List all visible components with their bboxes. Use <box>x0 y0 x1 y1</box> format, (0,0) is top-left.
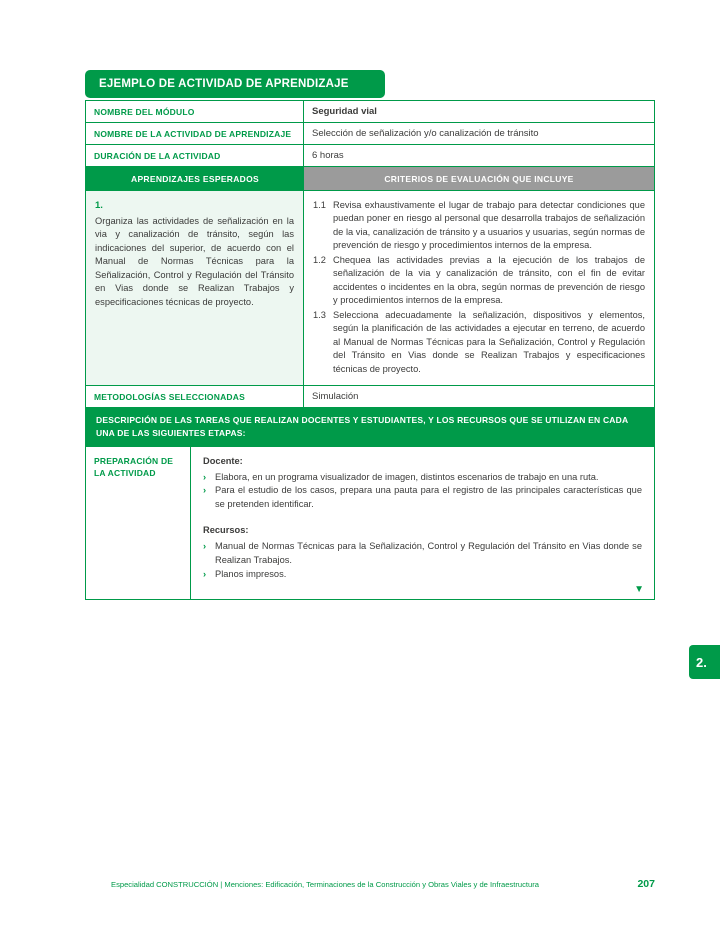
duration-value: 6 horas <box>312 150 344 161</box>
activity-title-bar <box>85 70 385 98</box>
section-tab <box>689 645 720 679</box>
criteria-cell <box>304 191 654 385</box>
duration-label: DURACIÓN DE LA ACTIVIDAD <box>86 145 304 166</box>
bullet-icon: › <box>203 485 207 496</box>
recursos-item-text: Manual de Normas Técnicas para la Señalización, Control y Regulación del Tránsito en Vias donde se Realizan Trabajos. <box>215 541 642 566</box>
criterion-number: 1.1 <box>313 200 326 210</box>
page-number: 207 <box>637 878 655 890</box>
criterion-item <box>313 199 645 253</box>
list-item <box>203 484 642 512</box>
docente-heading: Docente: <box>203 455 243 466</box>
bullet-icon: › <box>203 541 207 552</box>
expected-learning-header: APRENDIZAJES ESPERADOS <box>86 167 304 190</box>
table-row-duration <box>86 145 654 167</box>
table-row-activity-name <box>86 123 654 145</box>
learning-number: 1. <box>95 200 103 211</box>
column-headers <box>86 167 654 191</box>
criterion-text: Revisa exhaustivamente el lugar de trabajo para detectar condiciones que puedan poner en riesgo al personal que desarrolla trabajos de señalización de la via, canalización de tránsito y a usuarios y usuarias, según normas de prevención de riesgo y procedimientos internos de la empresa. <box>333 200 645 251</box>
module-value: Seguridad vial <box>312 106 377 117</box>
activity-name-value: Selección de señalización y/o canalización de tránsito <box>312 128 539 139</box>
methodology-label: METODOLOGÍAS SELECCIONADAS <box>86 386 304 407</box>
footer-text: Especialidad CONSTRUCCIÓN | Menciones: Edificación, Terminaciones de la Construcción y Obras Viales y de Infraestructura <box>111 880 539 889</box>
list-item <box>203 471 642 485</box>
recursos-item-text: Planos impresos. <box>215 569 287 580</box>
criterion-text: Chequea las actividades previas a la ejecución de los trabajos de señalización de la via y canalización de tránsito, con el fin de evitar accidentes o incidentes en la obra, según normas de prevención de riesgo y procedimientos internos de la empresa. <box>333 254 645 306</box>
criterion-number: 1.3 <box>313 309 326 320</box>
module-label: NOMBRE DEL MÓDULO <box>86 101 304 122</box>
stage-label: PREPARACIÓN DE LA ACTIVIDAD <box>86 447 191 599</box>
spacer <box>203 512 642 524</box>
bullet-icon: › <box>203 471 207 482</box>
docente-item-text: Para el estudio de los casos, prepara una pauta para el registro de las principales características que se pretenden identificar. <box>215 485 642 510</box>
table-row-module <box>86 101 654 123</box>
page-footer <box>85 878 655 890</box>
criterion-text: Selecciona adecuadamente la señalización, dispositivos y elementos, según la planificación de las actividades a ejecutar en terreno, de acuerdo al Manual de Normas Técnicas para la Señalización, Control y Regulación del Tránsito en Vias donde se Realizan Trabajos y especificaciones técnicas de proyecto. <box>333 309 645 374</box>
expand-arrow-icon: ▼ <box>634 583 644 595</box>
list-item <box>203 540 642 568</box>
criterion-item <box>313 254 645 308</box>
preparation-stage-row <box>86 447 654 599</box>
expected-learning-cell <box>86 191 304 385</box>
activity-table <box>85 100 655 600</box>
activity-name-label: NOMBRE DE LA ACTIVIDAD DE APRENDIZAJE <box>86 123 304 144</box>
list-item <box>203 568 642 582</box>
learning-criteria-row <box>86 191 654 386</box>
section-tab-label: 2. <box>696 654 707 670</box>
criterion-number: 1.2 <box>313 254 326 265</box>
docente-item-text: Elabora, en un programa visualizador de imagen, distintos escenarios de trabajo en una ruta. <box>215 471 599 482</box>
criterion-item <box>313 309 645 376</box>
table-row-methodology <box>86 386 654 408</box>
stage-content <box>191 447 654 599</box>
description-banner: DESCRIPCIÓN DE LAS TAREAS QUE REALIZAN DOCENTES Y ESTUDIANTES, Y LOS RECURSOS QUE SE UTILIZAN EN CADA UNA DE LAS SIGUIENTES ETAPAS: <box>86 408 654 447</box>
methodology-value: Simulación <box>312 391 359 403</box>
evaluation-criteria-header: CRITERIOS DE EVALUACIÓN QUE INCLUYE <box>304 167 654 190</box>
learning-text: Organiza las actividades de señalización en la via y canalización de tránsito, según las indicaciones del superior, de acuerdo con el Manual de Normas Técnicas para la Señalización, Control y Regulación del Tránsito en Vias donde se Realizan Trabajos y especificaciones técnicas de proyecto. <box>95 215 294 307</box>
activity-title: EJEMPLO DE ACTIVIDAD DE APRENDIZAJE <box>99 78 349 90</box>
recursos-heading: Recursos: <box>203 525 249 536</box>
bullet-icon: › <box>203 569 207 580</box>
